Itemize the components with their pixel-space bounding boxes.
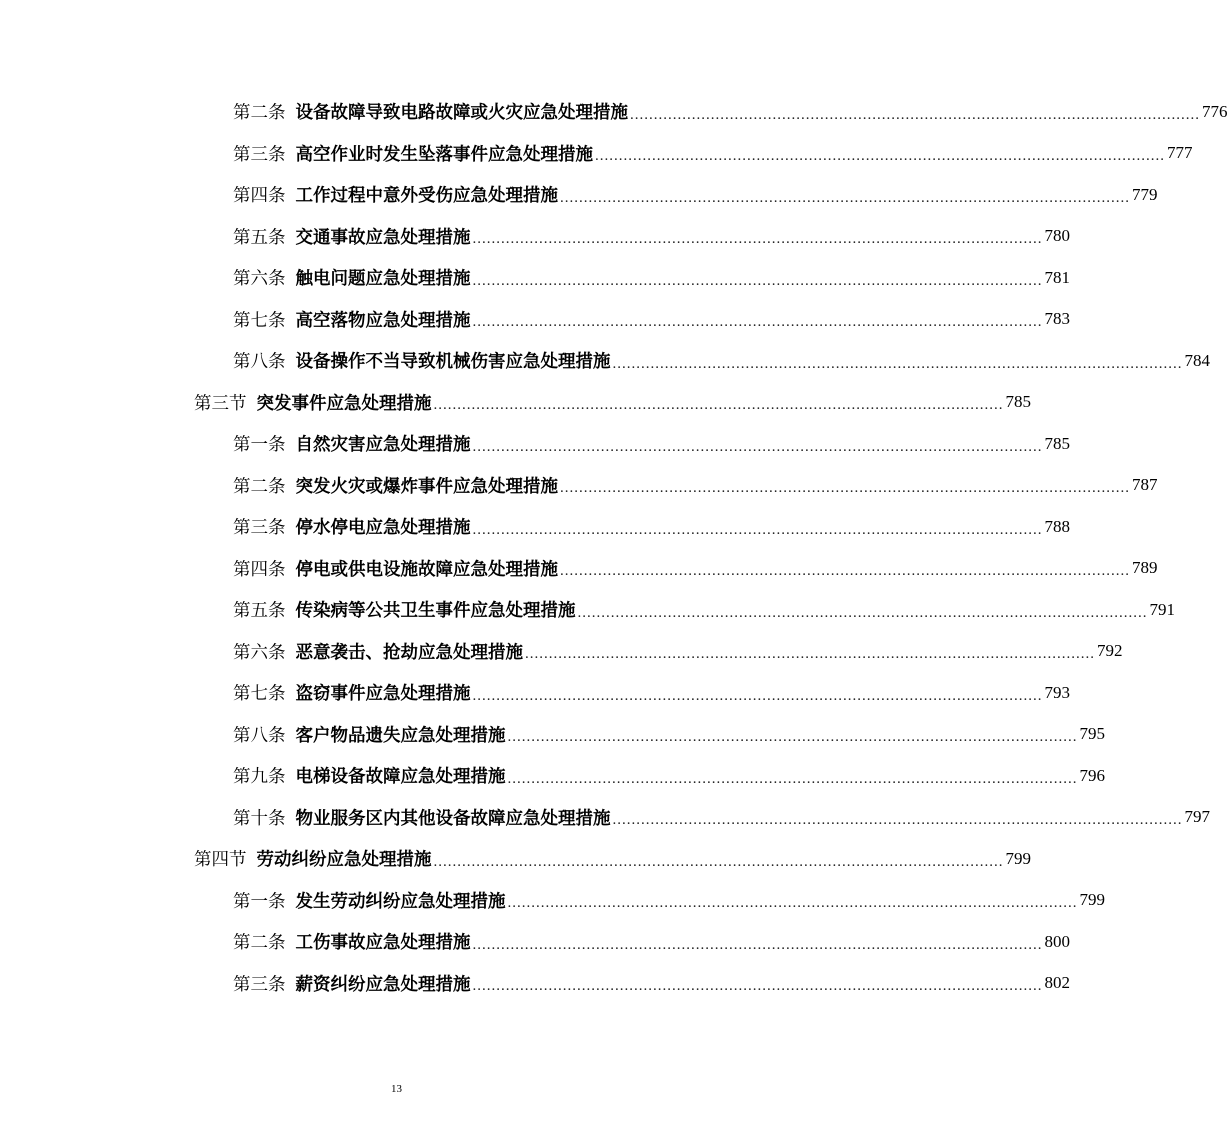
dot-leader: ........................................................................................................................ (507, 729, 1078, 745)
toc-article-entry[interactable] (233, 797, 1210, 839)
toc-entry-number: 第八条 (233, 352, 286, 373)
toc-entry-title: 高空作业时发生坠落事件应急处理措施 (295, 144, 593, 165)
toc-entry-number: 第三条 (233, 518, 286, 539)
toc-article-entry[interactable] (233, 299, 1070, 341)
toc-entry-number: 第八条 (233, 725, 286, 746)
dot-leader: ........................................................................................................................ (630, 106, 1200, 123)
toc-entry-number: 第二条 (233, 103, 286, 124)
toc-entry-page: 777 (1167, 143, 1193, 163)
toc-article-entry[interactable] (233, 921, 1070, 963)
toc-article-entry[interactable] (233, 133, 1193, 175)
dot-leader: ........................................................................................................................ (472, 521, 1043, 538)
toc-entry-page: 799 (1079, 890, 1105, 910)
toc-article-entry[interactable] (233, 631, 1123, 673)
dot-leader: ........................................................................................................................ (472, 438, 1043, 455)
toc-entry-title: 客户物品遗失应急处理措施 (295, 725, 506, 746)
table-of-contents (0, 91, 1228, 1004)
toc-entry-page: 800 (1044, 931, 1070, 951)
toc-entry-page: 791 (1149, 599, 1175, 619)
toc-entry-title: 传染病等公共卫生事件应急处理措施 (295, 601, 576, 622)
toc-entry-page: 795 (1079, 724, 1105, 744)
toc-entry-title: 触电问题应急处理措施 (295, 269, 471, 290)
toc-entry-number: 第四节 (194, 850, 247, 871)
toc-entry-page: 797 (1184, 807, 1210, 827)
toc-entry-page: 792 (1097, 641, 1123, 661)
toc-entry-page: 793 (1044, 682, 1070, 702)
toc-entry-number: 第二条 (233, 933, 286, 954)
dot-leader: ........................................................................................................................ (433, 853, 1004, 870)
toc-entry-page: 788 (1044, 516, 1070, 536)
toc-entry-title: 突发火灾或爆炸事件应急处理措施 (295, 476, 558, 497)
toc-article-entry[interactable] (233, 91, 1228, 133)
dot-leader: ........................................................................................................................ (612, 355, 1183, 372)
toc-entry-number: 第四条 (233, 559, 286, 580)
toc-entry-page: 780 (1044, 226, 1070, 246)
page-number: 13 (391, 1083, 402, 1095)
toc-article-entry[interactable] (233, 506, 1070, 548)
toc-entry-number: 第九条 (233, 767, 286, 788)
toc-entry-title: 电梯设备故障应急处理措施 (295, 767, 506, 788)
toc-entry-page: 799 (1005, 848, 1031, 868)
toc-entry-title: 高空落物应急处理措施 (295, 310, 471, 331)
toc-entry-title: 恶意袭击、抢劫应急处理措施 (295, 642, 523, 663)
toc-entry-title: 劳动纠纷应急处理措施 (256, 850, 432, 871)
toc-entry-page: 787 (1132, 475, 1158, 495)
toc-entry-number: 第五条 (233, 601, 286, 622)
dot-leader: ........................................................................................................................ (472, 231, 1043, 247)
dot-leader: ........................................................................................................................ (612, 812, 1183, 828)
dot-leader: ........................................................................................................................ (472, 978, 1043, 994)
toc-entry-number: 第五条 (233, 227, 286, 248)
dot-leader: ........................................................................................................................ (595, 148, 1165, 164)
toc-entry-title: 设备操作不当导致机械伤害应急处理措施 (295, 352, 611, 373)
dot-leader: ........................................................................................................................ (433, 397, 1004, 413)
toc-section-entry[interactable] (194, 838, 1031, 880)
dot-leader: ........................................................................................................................ (560, 563, 1130, 579)
toc-entry-title: 自然灾害应急处理措施 (295, 435, 471, 456)
toc-entry-page: 785 (1044, 433, 1070, 453)
toc-entry-number: 第三条 (233, 974, 286, 995)
toc-article-entry[interactable] (233, 963, 1070, 1005)
dot-leader: ........................................................................................................................ (472, 687, 1043, 704)
toc-entry-title: 突发事件应急处理措施 (256, 393, 432, 414)
toc-entry-page: 784 (1184, 350, 1210, 370)
toc-entry-page: 789 (1132, 558, 1158, 578)
toc-entry-title: 盗窃事件应急处理措施 (295, 684, 471, 705)
toc-entry-page: 779 (1132, 184, 1158, 204)
dot-leader: ........................................................................................................................ (525, 646, 1095, 662)
toc-entry-title: 薪资纠纷应急处理措施 (295, 974, 471, 995)
toc-entry-page: 776 (1202, 101, 1228, 121)
toc-article-entry[interactable] (233, 548, 1158, 590)
dot-leader: ........................................................................................................................ (560, 189, 1130, 206)
toc-entry-page: 802 (1044, 973, 1070, 993)
toc-entry-title: 停水停电应急处理措施 (295, 518, 471, 539)
toc-entry-number: 第二条 (233, 476, 286, 497)
toc-article-entry[interactable] (233, 755, 1105, 797)
toc-entry-number: 第十条 (233, 808, 286, 829)
toc-entry-title: 工伤事故应急处理措施 (295, 933, 471, 954)
toc-entry-number: 第三节 (194, 393, 247, 414)
toc-article-entry[interactable] (233, 423, 1070, 465)
toc-entry-number: 第四条 (233, 186, 286, 207)
toc-article-entry[interactable] (233, 216, 1070, 258)
toc-entry-title: 物业服务区内其他设备故障应急处理措施 (295, 808, 611, 829)
toc-entry-number: 第一条 (233, 891, 286, 912)
toc-entry-title: 发生劳动纠纷应急处理措施 (295, 891, 506, 912)
dot-leader: ........................................................................................................................ (507, 770, 1078, 787)
toc-entry-page: 796 (1079, 765, 1105, 785)
toc-entry-title: 停电或供电设施故障应急处理措施 (295, 559, 558, 580)
toc-entry-title: 设备故障导致电路故障或火灾应急处理措施 (295, 103, 628, 124)
toc-entry-page: 781 (1044, 267, 1070, 287)
toc-entry-page: 783 (1044, 309, 1070, 329)
toc-article-entry[interactable] (233, 880, 1105, 922)
dot-leader: ........................................................................................................................ (560, 480, 1130, 496)
toc-section-entry[interactable] (194, 382, 1031, 424)
toc-entry-number: 第三条 (233, 144, 286, 165)
dot-leader: ........................................................................................................................ (577, 604, 1148, 621)
toc-article-entry[interactable] (233, 589, 1175, 631)
toc-entry-number: 第六条 (233, 642, 286, 663)
toc-entry-number: 第七条 (233, 684, 286, 705)
toc-entry-number: 第六条 (233, 269, 286, 290)
toc-entry-number: 第一条 (233, 435, 286, 456)
dot-leader: ........................................................................................................................ (472, 314, 1043, 330)
toc-article-entry[interactable] (233, 340, 1210, 382)
toc-entry-number: 第七条 (233, 310, 286, 331)
toc-article-entry[interactable] (233, 714, 1105, 756)
toc-entry-page: 785 (1005, 392, 1031, 412)
toc-entry-title: 交通事故应急处理措施 (295, 227, 471, 248)
dot-leader: ........................................................................................................................ (507, 895, 1078, 911)
dot-leader: ........................................................................................................................ (472, 272, 1043, 289)
toc-entry-title: 工作过程中意外受伤应急处理措施 (295, 186, 558, 207)
toc-article-entry[interactable] (233, 672, 1070, 714)
toc-article-entry[interactable] (233, 257, 1070, 299)
toc-article-entry[interactable] (233, 465, 1158, 507)
dot-leader: ........................................................................................................................ (472, 936, 1043, 953)
toc-article-entry[interactable] (233, 174, 1158, 216)
